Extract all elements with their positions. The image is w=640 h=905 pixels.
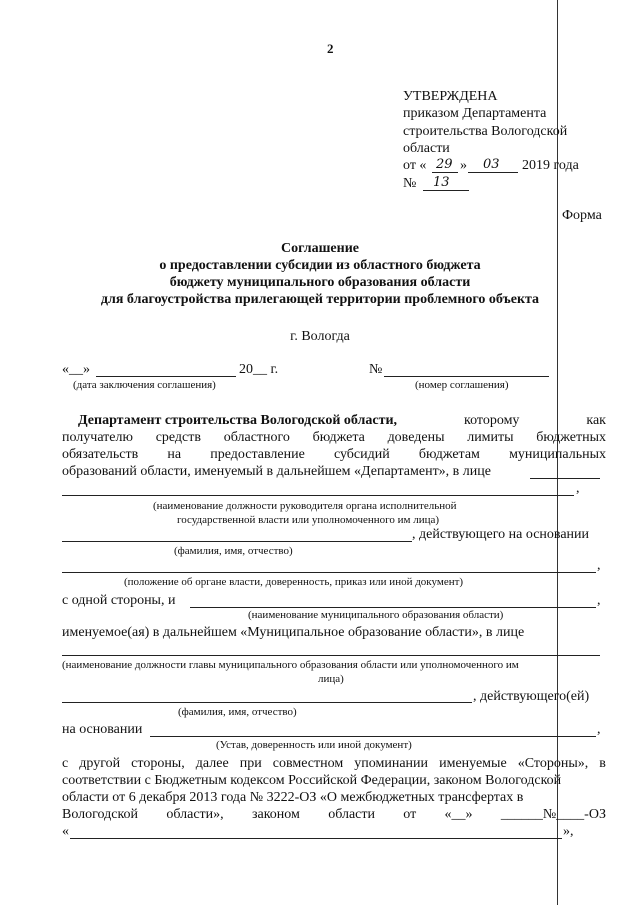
- acting-on-basis: , действующего на основании: [412, 527, 590, 542]
- one-side-label: с одной стороны, и: [62, 593, 176, 608]
- comma-3: ,: [597, 593, 601, 608]
- caption-document: (положение об органе власти, доверенность, приказ или иной документ): [124, 576, 464, 588]
- approval-date-quote: »: [460, 158, 467, 173]
- caption-fio: (фамилия, имя, отчество): [174, 545, 293, 557]
- approval-date-month: 03: [483, 157, 500, 172]
- date-year-blank: 20__ г.: [239, 362, 279, 377]
- para2-line-1: с другой стороны, далее при совместном упоминании именуемые «Стороны», в: [62, 756, 606, 771]
- comma-2: ,: [597, 558, 601, 573]
- para1-line-4: образований области, именуемый в дальнейшем «Департамент», в лице: [62, 464, 491, 479]
- approval-date-prefix: от «: [403, 158, 427, 173]
- approval-line-1: приказом Департамента: [403, 106, 547, 121]
- title-line-3: бюджету муниципального образования области: [169, 275, 471, 290]
- para2-line-3: области от 6 декабря 2013 года № 3222-ОЗ «О межбюджетных трансфертах в: [62, 790, 524, 805]
- para2-line-5-open: «: [62, 824, 69, 839]
- title-line-2: о предоставлении субсидии из областного бюджета: [159, 258, 481, 273]
- caption-ustav: (Устав, доверенность или иной документ): [216, 739, 412, 751]
- approval-line-2: строительства Вологодской: [403, 124, 568, 139]
- date-day-blank: «__»: [62, 362, 90, 377]
- para1-line-2: получателю средств областного бюджета доведены лимиты бюджетных: [62, 430, 606, 445]
- approval-date-year: 2019 года: [522, 158, 579, 173]
- caption-fio-2: (фамилия, имя, отчество): [178, 706, 297, 718]
- para2-line-2: соответствии с Бюджетным кодексом Российской Федерации, законом Вологодской: [62, 773, 562, 788]
- date-caption: (дата заключения соглашения): [73, 379, 216, 391]
- approval-title: УТВЕРЖДЕНА: [403, 89, 498, 104]
- para1-line-1: Департамент строительства Вологодской области, которому как: [78, 413, 606, 428]
- approval-line-3: области: [403, 141, 450, 156]
- on-basis-label: на основании: [62, 722, 143, 737]
- caption-mo: (наименование муниципального образования области): [248, 609, 504, 621]
- caption-head-2: государственной власти или уполномоченного им лица): [177, 514, 440, 526]
- number-sign: №: [369, 362, 383, 377]
- mo-named-line: именуемое(ая) в дальнейшем «Муниципальное образование области», в лице: [62, 625, 525, 640]
- comma-1: ,: [576, 481, 580, 496]
- approval-number-value: 13: [433, 175, 450, 190]
- number-caption: (номер соглашения): [415, 379, 509, 391]
- title-line-1: Соглашение: [281, 241, 359, 256]
- caption-glava-2: лица): [318, 673, 344, 685]
- approval-number-prefix: №: [403, 176, 417, 191]
- para2-line-4: Вологодской области», законом области от «__» ______№____-ОЗ: [62, 807, 606, 822]
- para2-line-5-close: »,: [563, 824, 574, 839]
- approval-date-day: 29: [436, 157, 453, 172]
- caption-head-1: (наименование должности руководителя органа исполнительной: [153, 500, 457, 512]
- city: г. Вологда: [290, 329, 350, 344]
- department-name: Департамент строительства Вологодской области,: [78, 413, 398, 428]
- caption-glava-1: (наименование должности главы муниципального образования области или уполномоченного им: [62, 659, 519, 671]
- comma-4: ,: [597, 722, 601, 737]
- title-line-4: для благоустройства прилегающей территории проблемного объекта: [100, 292, 540, 307]
- para1-line-3: обязательств на предоставление субсидий бюджетам муниципальных: [62, 447, 606, 462]
- page-number: 2: [327, 41, 334, 56]
- acting-ei: , действующего(ей): [473, 689, 590, 704]
- form-label: Форма: [562, 208, 602, 223]
